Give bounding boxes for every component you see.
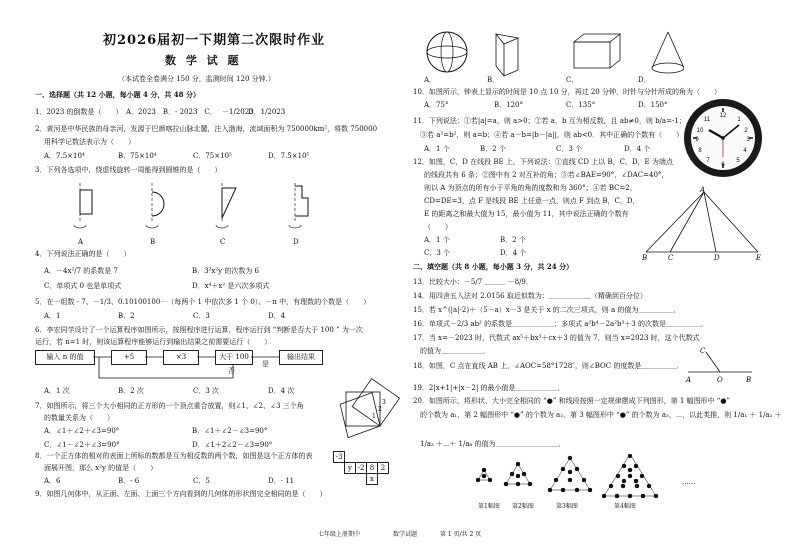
q10-option-b: B．120°: [494, 101, 524, 109]
question-11-b: ③若 a²=b²，则 a=b；④若 a－b=|b－|a||，则 ab<0．其中正确的个数有（ ）: [420, 131, 684, 139]
question-7: 7．如图所示，将三个大小相同的正方形的一个顶点重合放置，则∠1、∠2、∠3 三个角: [35, 402, 304, 410]
flow-check: 大于 100: [215, 350, 253, 365]
q12-option-a: A．1 个: [424, 236, 450, 244]
question-1-d: D．1/2023: [248, 108, 286, 116]
svg-text:5: 5: [736, 158, 740, 164]
page-subject: 数 学 试 题: [165, 54, 242, 67]
angle-2: 2: [378, 406, 382, 413]
question-12-b: 的线段共有 6 条；②图中有 2 对互补的角；③若∠BAE=90°，∠DAC=40°，: [424, 171, 669, 179]
q11-option-a: A．1 个: [424, 145, 450, 153]
question-7-b: 的数量关系为（ ）: [44, 414, 114, 422]
angle-3: 3: [382, 399, 386, 406]
solid-label-c: C．: [566, 76, 579, 84]
question-8: 8．一个正方体的相对的表面上所标的数都是互为相反数的两个数，如图是这个正方体的表: [35, 452, 313, 460]
section-choice: 一、选择题（共 12 小题，每小题 4 分，共 48 分）: [35, 90, 200, 99]
question-9: 9．如图几何体中，从正面、左面、上面三个方向看到的几何体的形状图完全相同的是（ ）: [35, 490, 327, 498]
aob-label-b: B: [746, 376, 752, 384]
fig-ellipsis: ......: [682, 478, 696, 486]
question-2-b: 用科学记数法表示为（ ）: [44, 138, 135, 146]
q3-label-c: C: [220, 238, 226, 246]
fig-label-2: 第2幅图: [512, 503, 534, 510]
aob-label-a: A: [686, 376, 692, 384]
q4-option-d: D．x⁴＋x² 是六次多项式: [192, 282, 270, 290]
question-15: 15．若 x^(|a|-2)＋（5－a）x－3 是关于 x 的二次三项式，则 a 的值为＿＿＿＿＿．: [413, 306, 681, 314]
svg-text:4: 4: [743, 148, 747, 154]
q7-option-b: B．∠1＋∠2－∠3=90°: [192, 427, 268, 435]
svg-text:8: 8: [698, 148, 702, 154]
aob-label-o: O: [717, 376, 723, 384]
question-19: 19．2|x+1|+|x－2| 的最小值是＿＿＿＿＿＿．: [413, 384, 565, 392]
q8-option-a: A．6: [44, 477, 61, 485]
dot-patterns: [470, 454, 694, 514]
q6-option-c: C．3 次: [193, 387, 220, 395]
page-title: 初2026届初一下期第二次限时作业: [103, 33, 326, 48]
svg-text:3: 3: [746, 137, 750, 143]
question-12-d: CD=DE=3，点 F 是线段 BE 上任意一点，则点 F 到点 B，C，D，: [424, 197, 640, 205]
aob-figure: [684, 346, 756, 384]
q3-label-a: A: [78, 238, 84, 246]
q11-option-d: D．4 个: [624, 145, 651, 153]
question-14: 14．用四舍五入法对 2.0156 取近似数为：＿＿＿＿＿＿（精确到百分位）: [413, 292, 647, 300]
q6-option-d: D．4 次: [268, 387, 295, 395]
question-17-b: 的值为＿＿＿＿＿＿．: [420, 347, 490, 355]
question-12-e: E 的距离之和最大值为 15，最小值为 11，其中说法正确的个数有: [424, 210, 629, 218]
q3-label-b: B: [150, 238, 156, 246]
svg-text:10: 10: [696, 128, 704, 134]
q2-option-b: B．75×10⁴: [118, 152, 157, 160]
net-cell-3: -2: [355, 462, 367, 474]
footer-page: 第 1 页/共 2 页: [440, 531, 482, 538]
question-1: 1．2023 的倒数是（ ） A．2023 B．- 2023 C．: [35, 108, 217, 116]
flow-times3: ×3: [163, 350, 199, 365]
q4-option-a: A．－4x²/7 的系数是 7: [44, 267, 118, 275]
question-13: 13．比较大小：－5/7 ＿＿＿ －8/9．: [413, 278, 533, 286]
q2-option-a: A．7.5×10⁴: [44, 152, 85, 160]
tri-label-e: E: [756, 254, 762, 262]
q5-option-d: D．4: [268, 312, 286, 320]
q7-option-d: D．∠1＋2∠2－∠3=90°: [192, 441, 273, 449]
svg-text:1: 1: [737, 117, 741, 123]
question-16: 16．单项式－2/3 ab² 的系数是＿＿＿＿＿＿；多项式 a²b⁴－2a²b³＋3 的次数是＿＿＿＿＿．: [413, 320, 708, 328]
solid-label-a: A．: [424, 76, 437, 84]
net-cell-4: 8: [366, 462, 378, 474]
net-cell-1: -3: [333, 451, 345, 463]
fig-label-4: 第4幅图: [614, 503, 636, 510]
svg-text:12: 12: [719, 113, 727, 119]
flow-plus5: +5: [111, 350, 147, 365]
q10-option-d: D．150°: [638, 101, 668, 109]
svg-text:7: 7: [706, 158, 710, 164]
q8-option-c: C．5: [193, 477, 210, 485]
footer-subject: 数学试题: [393, 531, 418, 538]
question-10: 10．如图所示，钟表上显示的时间是 10 点 10 分，再过 20 分钟，时针与分针所成的角为（ ）: [413, 88, 721, 96]
question-17: 17．当 x=－2023 时，代数式 ax⁵＋bx³＋cx＋3 的值为 7，则当 x=2023 时，这个代数式: [413, 334, 700, 342]
question-20-b: 的个数为 a₁，第 2 幅图形中 “●” 的个数为 a₂，第 3 幅图形中 “●” 的个数为 a₃，⋯，以此类推，则 1/a₁ ＋ 1/a₂ ＋: [420, 411, 782, 419]
section-fill: 二、填空题（共 8 小题，每小题 3 分，共 24 分）: [413, 262, 574, 271]
q12-option-d: D．4 个: [500, 249, 527, 257]
q6-option-b: B．2 次: [118, 387, 144, 395]
svg-text:11: 11: [703, 117, 711, 123]
flow-output: 输出结果: [279, 350, 323, 365]
triangle-figure: [640, 186, 764, 262]
solids-figures: [424, 28, 684, 78]
svg-text:9: 9: [695, 137, 699, 143]
question-6: 6．李宏同学设计了一个运算程序如图所示，按照程序进行运算，程序运行到 “判断是否大于 100 ” 为一次: [35, 326, 363, 334]
question-20-c: 1/a₃ ＋⋯＋ 1/a₈ 的值为＿＿＿＿＿＿＿＿＿．: [420, 440, 566, 448]
q5-option-b: B．2: [118, 312, 135, 320]
q10-option-c: C．135°: [566, 101, 596, 109]
question-18: 18．如图，C 点在直线 AB 上，∠AOC=58°1728″，则∠BOC 的度数是＿＿＿＿＿．: [413, 362, 684, 370]
question-2: 2．黄河是中华民族的母亲河，发源于巴颜喀拉山脉北麓，注入渤海，流域面积为 750000km²，将数 750000: [35, 125, 378, 133]
solid-label-d: D．: [638, 76, 651, 84]
q2-option-c: C．75×10⁵: [193, 152, 232, 160]
q2-option-d: D．7.5×10⁵: [268, 152, 310, 160]
q6-option-a: A．1 次: [44, 387, 70, 395]
three-squares-figure: [338, 378, 400, 438]
fig-label-1: 第1幅图: [478, 503, 500, 510]
flow-input: 输入 n 的值: [35, 350, 95, 365]
q8-option-d: D．- 11: [268, 477, 295, 485]
svg-text:6: 6: [721, 162, 725, 168]
question-6-b: 运行，若 n=1 时，则该运算程序能够运行到输出结果之前需要运行（ ）: [35, 338, 272, 346]
q5-option-a: A．1: [44, 312, 61, 320]
net-cell-6: x: [366, 473, 378, 485]
footer-grade: 七年级上册期中: [318, 531, 361, 538]
clock-image: [682, 97, 764, 179]
q12-option-c: C．3 个: [424, 249, 451, 257]
question-12: 12．如图，C，D 在线段 BE 上，下列说法：①直线 CD 上以 B，C，D，E 为端点: [413, 158, 673, 166]
q4-option-b: B．3²x²y 的次数为 6: [192, 267, 260, 275]
tri-label-a: A: [700, 186, 706, 194]
q8-option-b: B．- 6: [118, 477, 140, 485]
question-8-b: 面展开图，那么 x²y 的值是（ ）: [44, 464, 158, 472]
q11-option-b: B．2 个: [480, 145, 506, 153]
question-12-c: 则以 A 为顶点的所有小于平角的角的度数和为 360°；④若 BC=2，: [424, 184, 637, 192]
q12-option-b: B．2 个: [500, 236, 526, 244]
question-1-c: －1/2023: [222, 108, 254, 116]
q10-option-a: A．75°: [424, 101, 449, 109]
question-5: 5．在一组数 - 7、－1/3、0.10100100⋯（每两个 1 中依次多 1 个 0）、－π 中，有理数的个数是（ ）: [35, 298, 371, 306]
question-12-f: （ ）: [424, 223, 452, 231]
angle-1: 1: [372, 413, 376, 420]
net-cell-5: 2: [377, 462, 389, 474]
question-3: 3．下列各选项中，绕虚线旋转一周能得到圆锥的是（ ）: [35, 166, 222, 174]
flow-no: 否: [228, 367, 235, 375]
q4-option-c: C．单项式 0 也是单项式: [44, 282, 122, 290]
question-20: 20．如图所示，将形状、大小完全相同的 “●” 和线段按照一定规律摆成下列图形，第 1 幅图形中 “●”: [413, 397, 731, 405]
aob-label-c: C: [700, 347, 706, 355]
q7-option-a: A．∠1＋∠2＋∠3=90°: [44, 427, 120, 435]
question-11: 11．下列说法：①若|a|=a，则 a>0；②若 a，b 互为相反数，且 ab≠0，则 b/a=-1；: [413, 117, 686, 125]
page-note: （本试卷全卷满分 150 分，监测时间 120 分钟.）: [118, 75, 275, 83]
q7-option-c: C．∠1－∠2＋∠3=90°: [44, 441, 120, 449]
solid-label-b: B．: [487, 76, 500, 84]
q3-label-d: D: [293, 238, 299, 246]
q5-option-c: C．3: [193, 312, 210, 320]
fig-label-3: 第3幅图: [556, 503, 578, 510]
question-4: 4．下列说法正确的是（ ）: [35, 250, 131, 258]
svg-text:2: 2: [744, 128, 748, 134]
tri-label-c: C: [668, 254, 674, 262]
rotation-figures: [40, 178, 330, 236]
q11-option-c: C．3 个: [556, 145, 583, 153]
tri-label-b: B: [642, 254, 648, 262]
flow-yes: 是: [262, 360, 269, 368]
net-cell-2: y: [344, 462, 356, 474]
tri-label-d: D: [714, 254, 720, 262]
